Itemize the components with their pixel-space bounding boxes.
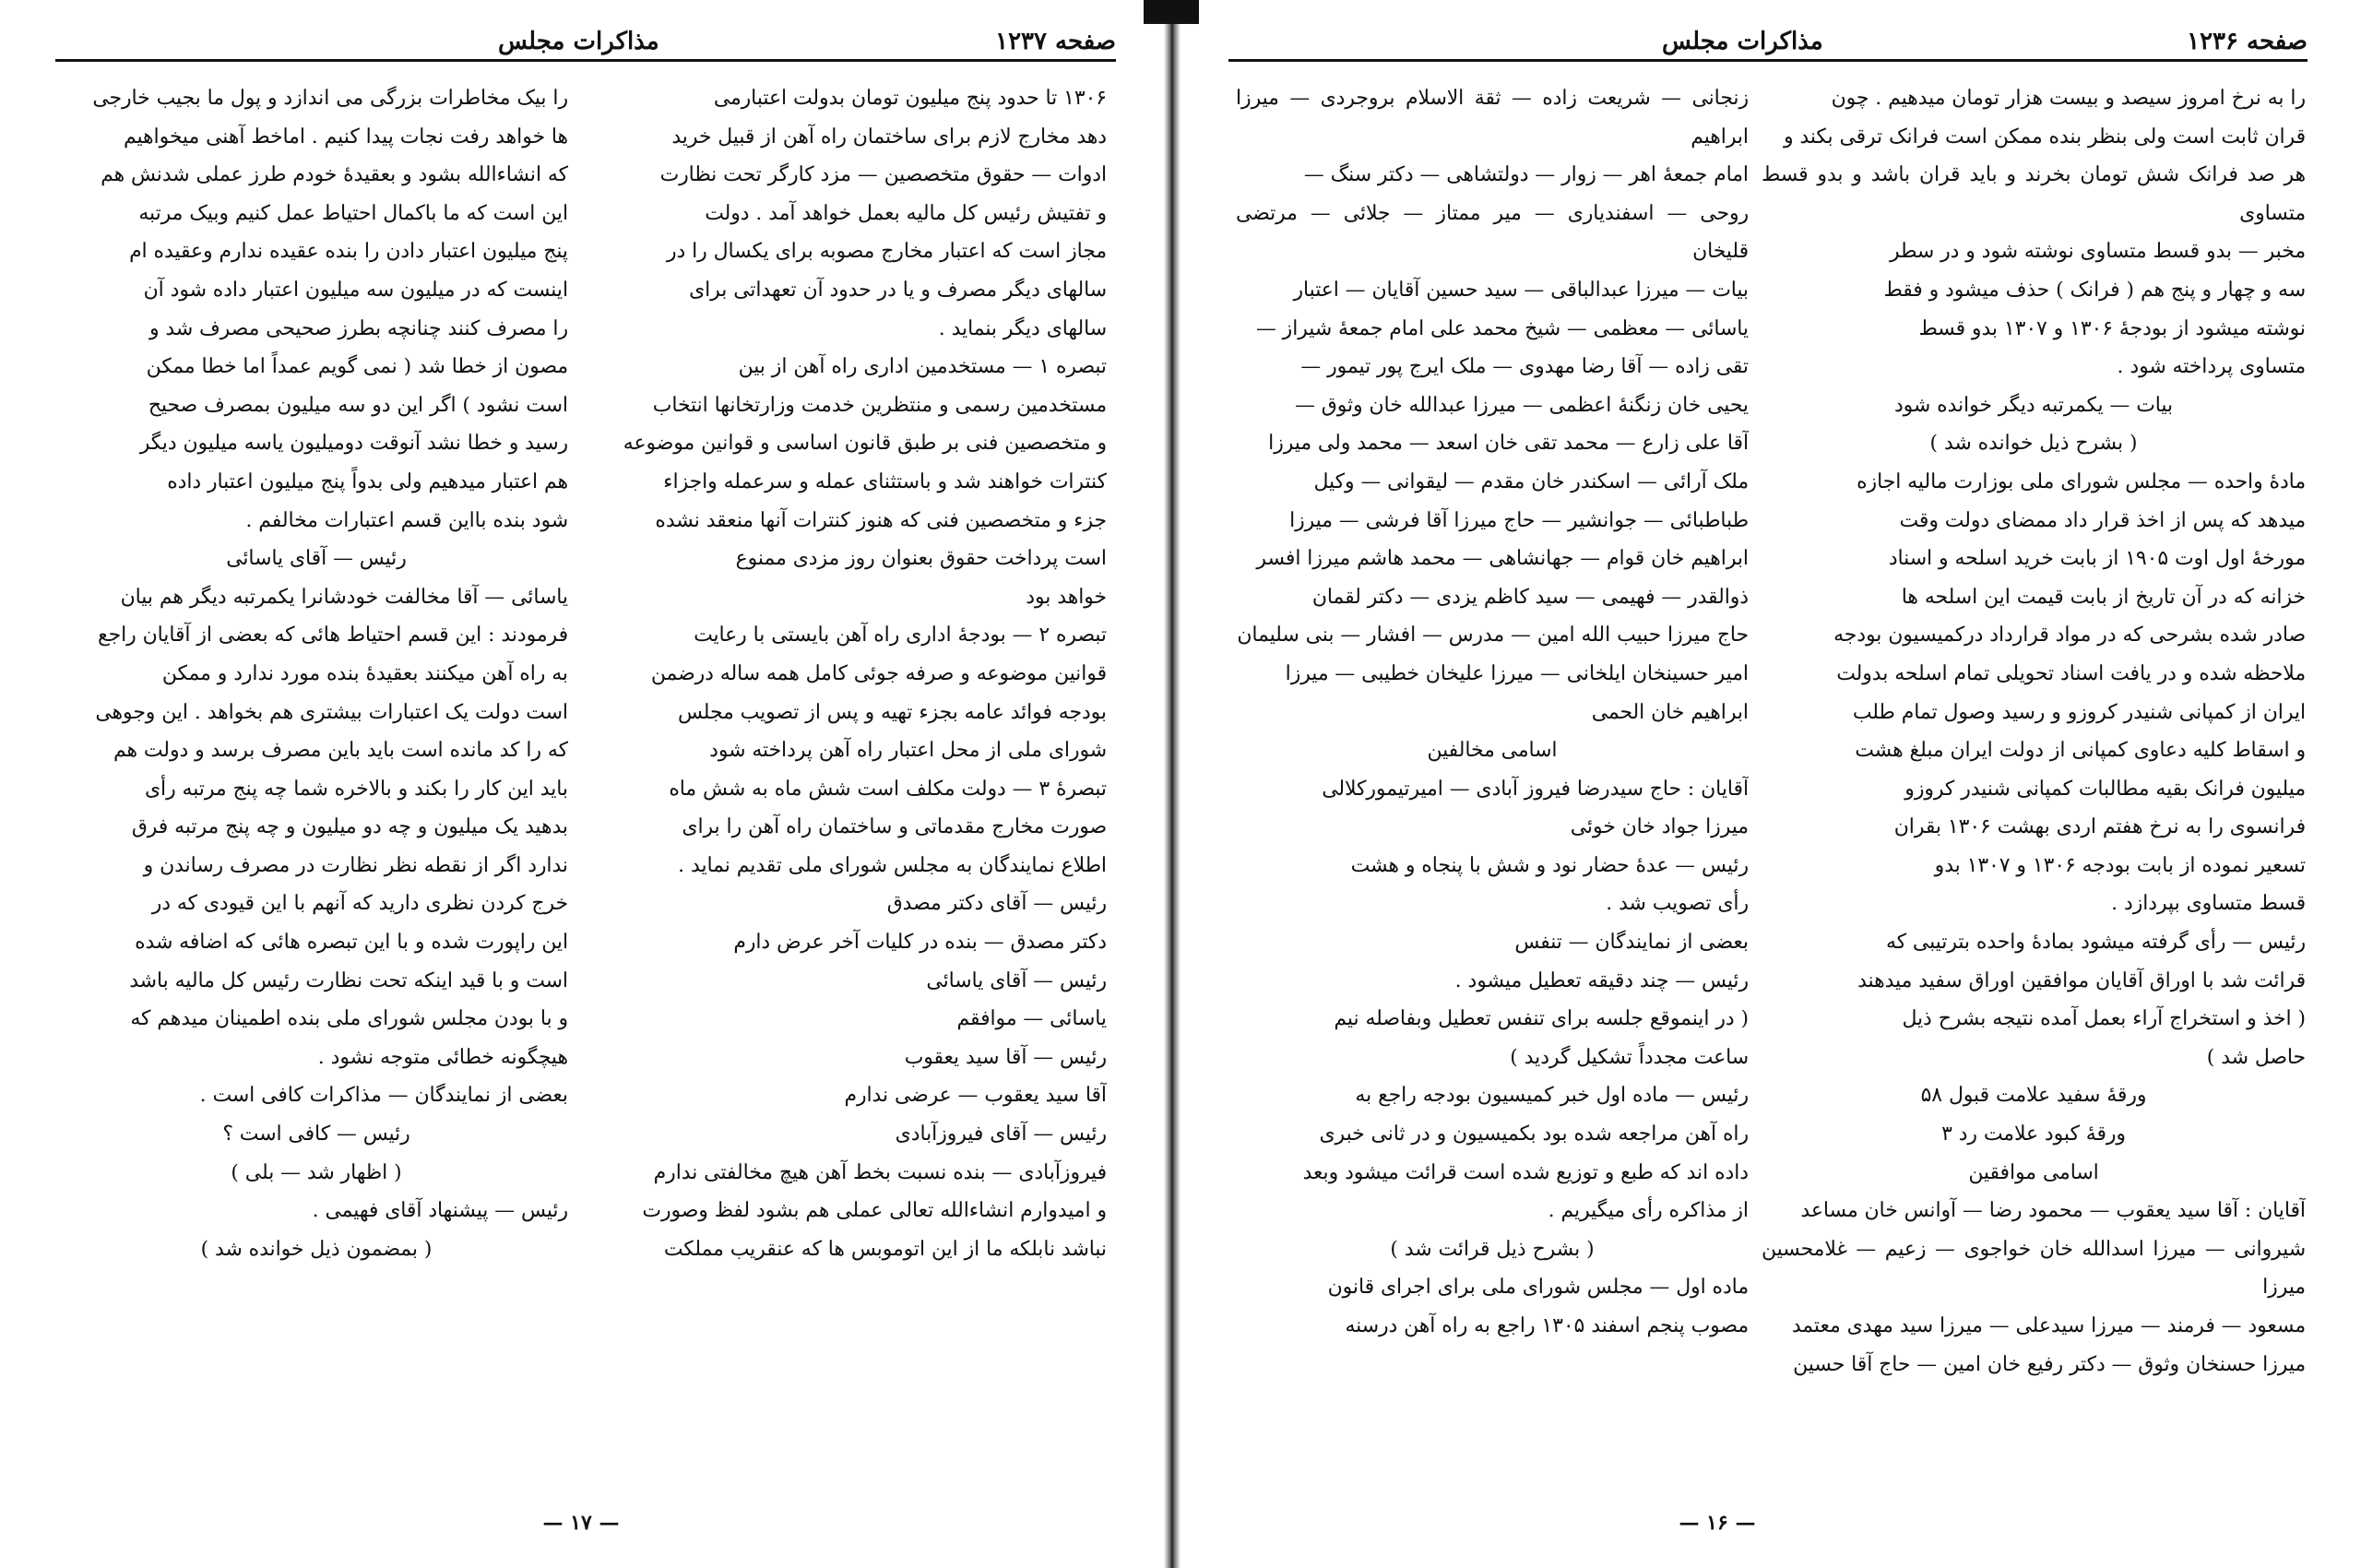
text-line: رئیس — آقای یاسائی [226, 547, 407, 571]
text-line: قرائت شد با اوراق آقایان موافقین اوراق سفید میدهند [1857, 968, 2306, 992]
text-column-left [1236, 79, 1749, 1472]
text-line: اسامی مخالفین [1427, 739, 1558, 763]
text-line: را به نرخ امروز سیصد و بیست هزار تومان میدهیم . چون [1831, 87, 2306, 110]
text-line: باید این کار را بکند و بالاخره شما چه پنج مرتبه رأی [144, 777, 568, 801]
text-line: تقی زاده — آقا رضا مهدوی — ملک ایرج پور تیمور — [1300, 355, 1749, 379]
text-line: متساوی پرداخته شود . [2117, 355, 2306, 379]
text-line: طباطبائی — جوانشیر — حاج میرزا آقا فرشی — میرزا [1289, 508, 1749, 532]
text-line: ندارد اگر از نقطه نظر نظارت در مصرف رساندن و [143, 853, 568, 877]
text-line: ایران از کمپانی شنیدر کروزو و رسید وصول تمام طلب [1852, 700, 2306, 724]
text-line: نوشته میشود از بودجهٔ ۱۳۰۶ و ۱۳۰۷ بدو قسط [1918, 316, 2306, 340]
text-line: و امیدوارم انشاءالله تعالی عملی هم بشود لفظ وصورت [642, 1199, 1107, 1223]
text-line: حاصل شد ) [2206, 1045, 2306, 1069]
text-line: میلیون فرانک بقیه مطالبات کمپانی شنیدر کروزو [1904, 777, 2306, 801]
text-line: اینست که در میلیون سه میلیون اعتبار داده شود آن [143, 278, 568, 302]
text-line: تبصره ۱ — مستخدمین اداری راه آهن از بین [738, 355, 1107, 379]
text-line: صورت مخارج مقدماتی و ساختمان راه آهن را برای [682, 815, 1107, 839]
text-line: رئیس — عدهٔ حضار نود و شش با پنجاه و هشت [1350, 853, 1749, 877]
page-header [55, 26, 1116, 57]
text-line: سه و چهار و پنج هم ( فرانک ) حذف میشود و فقط [1883, 278, 2306, 302]
page-number-label: صفحه ۱۲۳۷ [995, 28, 1116, 55]
text-line: که را کد مانده است باید باین مصرف برسد و دولت هم [113, 739, 568, 763]
text-line: هم اعتبار میدهیم ولی بدواً پنج میلیون اعتبار داده [167, 469, 568, 493]
text-line: است پرداخت حقوق بعنوان روز مزدی ممنوع [735, 547, 1107, 571]
text-line: از مذاکره رأی میگیریم . [1548, 1199, 1749, 1223]
header-rule [1228, 59, 2308, 62]
text-line: ۱۳۰۶ تا حدود پنج میلیون تومان بدولت اعتبارمی [713, 87, 1107, 110]
text-line: بیات — میرزا عبدالباقی — سید حسین آقایان — اعتبار [1293, 278, 1749, 302]
text-line: هر صد فرانک شش تومان بخرند و باید قران باشد و بدو قسط متساوی [1762, 163, 2306, 225]
text-line: قوانین موضوعه و صرفه جوئی کامل همه ساله درضمن [650, 661, 1107, 685]
text-line: آقا علی زارع — محمد تقی خان اسعد — محمد ولی میرزا [1268, 432, 1749, 456]
text-line: میرزا حسنخان وثوق — دکتر رفیع خان امین — حاج آقا حسین [1793, 1352, 2306, 1376]
text-line: تسعیر نموده از بابت بودجه ۱۳۰۶ و ۱۳۰۷ بدو [1934, 853, 2306, 877]
text-line: تبصرهٔ ۳ — دولت مکلف است شش ماه به شش ماه [669, 777, 1107, 801]
text-line: دهد مخارج لازم برای ساختمان راه آهن از قبیل خرید [671, 125, 1107, 148]
text-line: شود بنده بااین قسم اعتبارات مخالفم . [245, 508, 568, 532]
text-line: رئیس — رأی گرفته میشود بمادهٔ واحده بترتیبی که [1885, 931, 2306, 955]
text-line: بیات — یکمرتبه دیگر خوانده شود [1893, 393, 2174, 417]
text-column-left [65, 79, 568, 1472]
text-line: امیر حسینخان ایلخانی — میرزا علیخان خطیبی — میرزا [1285, 661, 1749, 685]
text-line: ( بشرح ذیل خوانده شد ) [1929, 432, 2138, 456]
text-line: ( در اینموقع جلسه برای تنفس تعطیل وبفاصله نیم [1334, 1007, 1749, 1031]
text-line: قسط متساوی بپردازد . [2111, 892, 2306, 916]
text-line: مصوب پنجم اسفند ۱۳۰۵ راجع به راه آهن درسنه [1345, 1314, 1749, 1337]
text-line: جزء و متخصصین فنی که هنوز کنترات آنها منعقد نشده [655, 508, 1107, 532]
text-line: مخبر — بدو قسط متساوی نوشته شود و در سطر [1889, 240, 2306, 264]
text-line: رئیس — آقای دکتر مصدق [886, 892, 1107, 916]
text-line: است و با قید اینکه تحت نظارت رئیس کل مالیه باشد [129, 968, 568, 992]
text-line: شورای ملی از محل اعتبار راه آهن پرداخته شود [709, 739, 1107, 763]
text-line: یاسائی — آقا مخالفت خودشانرا یکمرتبه دیگر هم بیان [120, 585, 568, 609]
text-line: را مصرف کنند چنانچه بطرز صحیحی مصرف شد و [148, 316, 568, 340]
text-line: مورخهٔ اول اوت ۱۹۰۵ از بابت خرید اسلحه و اسناد [1888, 547, 2306, 571]
text-line: امام جمعهٔ اهر — زوار — دولتشاهی — دکتر سنگ — [1303, 163, 1749, 187]
text-line: مصون از خطا شد ( نمی گویم عمداً اما خطا ممکن [146, 355, 568, 379]
text-line: این است که ما باکمال احتیاط عمل کنیم وبیک مرتبه [138, 201, 568, 225]
text-line: رئیس — چند دقیقه تعطیل میشود . [1454, 968, 1749, 992]
text-line: یحیی خان زنگنهٔ اعظمی — میرزا عبدالله خان وثوق — [1295, 393, 1749, 417]
text-line: یاسائی — معظمی — شیخ محمد علی امام جمعهٔ شیراز — [1255, 316, 1749, 340]
text-line: ملاحظه شده و در یافت اسناد تحویلی تمام اسلحه بدولت [1836, 661, 2306, 685]
page-header [1238, 26, 2308, 57]
text-line: بعضی از نمایندگان — تنفس [1514, 931, 1749, 955]
text-line: اسامی موافقین [1968, 1160, 2099, 1184]
text-line: زنجانی — شریعت زاده — ثقة الاسلام بروجردی — میرزا ابراهیم [1236, 87, 1749, 148]
text-line: خرج کردن نظری دارید که آنهم با این قیودی که در [151, 892, 568, 916]
text-line: دکتر مصدق — بنده در کلیات آخر عرض دارم [733, 931, 1107, 955]
text-line: آقایان : آقا سید یعقوب — محمود رضا — آوانس خان مساعد [1800, 1199, 2306, 1223]
text-line: ورقهٔ سفید علامت قبول ۵۸ [1920, 1084, 2147, 1108]
text-line: ذوالقدر — فهیمی — سید کاظم یزدی — دکتر لقمان [1311, 585, 1749, 609]
text-line: و با بودن مجلس شورای ملی بنده اطمینان میدهم که [130, 1007, 568, 1031]
text-line: خزانه که در آن تاریخ از بابت قیمت این اسلحه ها [1901, 585, 2306, 609]
text-line: بعضی از نمایندگان — مذاکرات کافی است . [199, 1084, 568, 1108]
text-line: شیروانی — میرزا اسدالله خان خواجوی — زعیم — غلامحسین میرزا [1762, 1237, 2306, 1300]
text-line: راه آهن مراجعه شده بود بکمیسیون و در ثانی خبری [1319, 1123, 1749, 1146]
text-line: و اسقاط کلیه دعاوی کمپانی از دولت ایران مبلغ هشت [1855, 739, 2306, 763]
text-line: بودجه فوائد عامه بجزء تهیه و پس از تصویب مجلس [677, 700, 1107, 724]
running-title: مذاکرات مجلس [1662, 28, 1823, 55]
text-line: رئیس — کافی است ؟ [222, 1123, 410, 1146]
text-line: ( اظهار شد — بلی ) [231, 1160, 402, 1184]
text-line: مجاز است که اعتبار مخارج مصوبه برای یکسال را در [666, 240, 1107, 264]
text-line: قران ثابت است ولی بنظر بنده ممکن است فرانک ترقی بکند و [1783, 125, 2306, 148]
header-rule [55, 59, 1116, 62]
text-line: رئیس — پیشنهاد آقای فهیمی . [312, 1199, 568, 1223]
text-line: ملک آرائی — اسکندر خان مقدم — لیقوانی — وکیل [1313, 469, 1749, 493]
text-line: رأی تصویب شد . [1606, 892, 1749, 916]
text-line: ها خواهد رفت نجات پیدا کنیم . اماخط آهنی میخواهیم [123, 125, 568, 148]
page-footer-number: — ۱۷ — [542, 1511, 620, 1535]
text-line: خواهد بود [1026, 585, 1107, 609]
text-line: فیروزآبادی — بنده نسبت بخط آهن هیچ مخالفتی ندارم [653, 1160, 1107, 1184]
text-line: میرزا جواد خان خوئی [1570, 815, 1749, 839]
text-line: ادوات — حقوق متخصصین — مزد کارگر تحت نظارت [659, 163, 1107, 187]
text-column-right [1762, 79, 2306, 1472]
text-line: ماده اول — مجلس شورای ملی برای اجرای قانون [1327, 1276, 1749, 1300]
text-line: و تفتیش رئیس کل مالیه بعمل خواهد آمد . دولت [705, 201, 1107, 225]
text-line: ابراهیم خان قوام — جهانشاهی — محمد هاشم میرزا افسر [1256, 547, 1749, 571]
text-line: روحی — اسفندیاری — میر ممتاز — جلائی — مرتضی قلیخان [1236, 201, 1749, 264]
text-line: هیچگونه خطائی متوجه نشود . [317, 1045, 568, 1069]
text-line: فرانسوی را به نرخ هفتم اردی بهشت ۱۳۰۶ بقران [1893, 815, 2306, 839]
text-line: رئیس — آقا سید یعقوب [904, 1045, 1107, 1069]
text-line: تبصره ۲ — بودجهٔ اداری راه آهن بایستی با رعایت [694, 624, 1107, 647]
text-line: اطلاع نمایندگان به مجلس شورای ملی تقدیم نماید . [678, 853, 1107, 877]
text-line: نباشد نابلکه ما از این اتوموبس ها که عنقریب مملکت [663, 1237, 1107, 1261]
text-line: آقایان : حاج سیدرضا فیروز آبادی — امیرتیمورکلالی [1322, 777, 1749, 801]
text-line: بدهید یک میلیون و چه دو میلیون و چه پنج مرتبه فرق [131, 815, 568, 839]
text-line: و متخصصین فنی بر طبق قانون اساسی و قوانین موضوعه [623, 432, 1107, 456]
text-line: صادر شده بشرحی که در مواد قرارداد درکمیسیون بودجه [1833, 624, 2306, 647]
text-line: آقا سید یعقوب — عرضی ندارم [844, 1084, 1107, 1108]
text-line: سالهای دیگر مصرف و یا در حدود آن تعهداتی برای [689, 278, 1107, 302]
text-line: ابراهیم خان الحمی [1591, 700, 1749, 724]
text-line: رئیس — ماده اول خبر کمیسیون بودجه راجع به [1355, 1084, 1749, 1108]
text-line: یاسائی — موافقم [956, 1007, 1107, 1031]
page-1236 [1173, 0, 2361, 1568]
text-line: ( اخذ و استخراج آراء بعمل آمده نتیجه بشرح ذیل [1902, 1007, 2306, 1031]
text-line: رئیس — آقای فیروزآبادی [895, 1123, 1107, 1146]
page-1237 [0, 0, 1169, 1568]
text-line: ساعت مجدداً تشکیل گردید ) [1510, 1045, 1749, 1069]
text-line: میدهد که پس از اخذ قرار داد ممضای دولت وقت [1899, 508, 2306, 532]
running-title: مذاکرات مجلس [498, 28, 659, 55]
page-footer-number: — ۱۶ — [1679, 1511, 1756, 1535]
text-line: مادهٔ واحده — مجلس شورای ملی بوزارت مالیه اجازه [1857, 469, 2306, 493]
text-column-right [590, 79, 1107, 1472]
text-line: است نشود ) اگر این دو سه میلیون بمصرف صحیح [148, 393, 568, 417]
page-number-label: صفحه ۱۲۳۶ [2187, 28, 2308, 55]
text-line: مستخدمین رسمی و منتظرین خدمت وزارتخانها انتخاب [652, 393, 1107, 417]
text-line: پنج میلیون اعتبار دادن را بنده عقیده ندارم وعقیده ام [129, 240, 568, 264]
text-line: داده اند که طبع و توزیع شده است قرائت میشود وبعد [1302, 1160, 1749, 1184]
text-line: فرمودند : این قسم احتیاط هائی که بعضی از آقایان راجع [98, 624, 568, 647]
text-line: مسعود — فرمند — میرزا سیدعلی — میرزا سید مهدی معتمد [1791, 1314, 2306, 1337]
text-line: به راه آهن میکنند بعقیدهٔ بنده مورد ندارد و ممکن [161, 661, 568, 685]
text-line: حاج میرزا حبیب الله امین — مدرس — افشار — بنی سلیمان [1237, 624, 1749, 647]
text-line: ورقهٔ کبود علامت رد ۳ [1941, 1123, 2126, 1146]
text-line: کنترات خواهند شد و باستثنای عمله و سرعمله واجزاء [663, 469, 1107, 493]
text-line: رسید و خطا نشد آنوقت دومیلیون یاسه میلیون دیگر [139, 432, 568, 456]
text-line: که انشاءالله بشود و بعقیدهٔ خودم طرز عملی شدنش هم [101, 163, 568, 187]
text-line: رئیس — آقای یاسائی [926, 968, 1107, 992]
text-line: است دولت یک اعتبارات بیشتری هم بخواهد . این وجوهی [95, 700, 568, 724]
text-line: را بیک مخاطرات بزرگی می اندازد و پول ما بجیب خارجی [92, 87, 568, 110]
text-line: سالهای دیگر بنماید . [938, 316, 1107, 340]
text-line: ( بشرح ذیل قرائت شد ) [1390, 1237, 1595, 1261]
text-line: ( بمضمون ذیل خوانده شد ) [200, 1237, 433, 1261]
text-line: این راپورت شده و با این تبصره هائی که اضافه شده [135, 931, 568, 955]
